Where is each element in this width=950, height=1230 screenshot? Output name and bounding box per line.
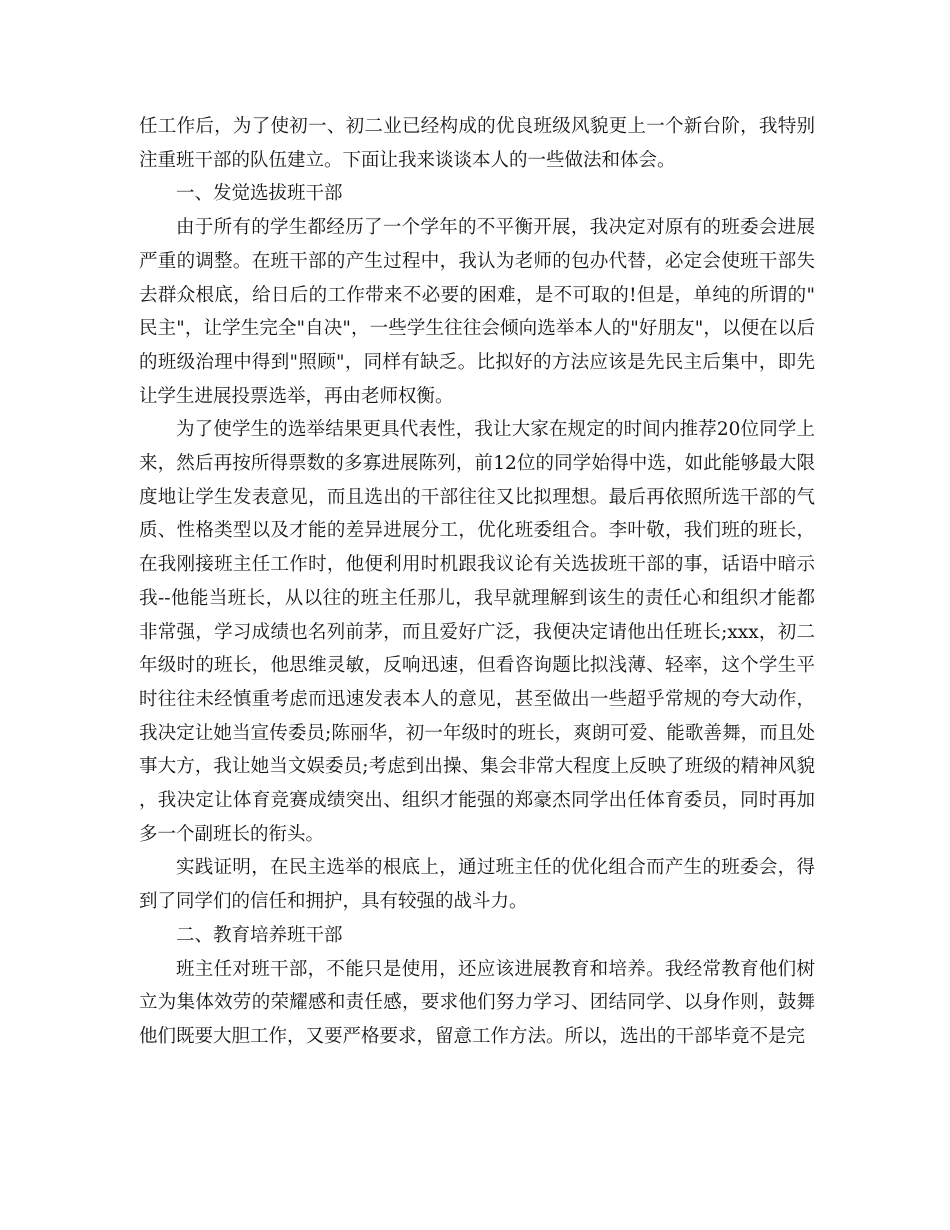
paragraph-intro: 任工作后，为了使初一、初二业已经构成的优良班级风貌更上一个新台阶，我特别注重班干部的队伍建立。下面让我来谈谈本人的一些做法和体会。	[139, 116, 815, 171]
paragraph-practice-proof: 实践证明，在民主选举的根底上，通过班主任的优化组合而产生的班委会，得到了同学们的信任和拥护，具有较强的战斗力。	[139, 857, 815, 913]
section-heading-2: 二、教育培养班干部	[176, 924, 343, 946]
document-body	[139, 110, 815, 1054]
section-heading-1: 一、发觉选拔班干部	[176, 183, 343, 205]
paragraph-election-details: 为了使学生的选举结果更具代表性，我让大家在规定的时间内推荐20位同学上来，然后再按所得票数的多寡进展陈列，前12位的同学始得中选，如此能够最大限度地让学生发表意见，而且选出的干部往往又比拟理想。最后再依照所选干部的气质、性格类型以及才能的差异进展分工，优化班委组合。李叶敬，我们班的班长，在我刚接班主任工作时，他便利用时机跟我议论有关选拔班干部的事，话语中暗示我--他能当班长，从以往的班主任那儿，我早就理解到该生的责任心和组织才能都非常强，学习成绩也名列前茅，而且爱好广泛，我便决定请他出任班长;xxx，初二年级时的班长，他思维灵敏，反响迅速，但看咨询题比拟浅薄、轻率，这个学生平时往往未经慎重考虑而迅速发表本人的意见，甚至做出一些超乎常规的夸大动作，我决定让她当宣传委员;陈丽华，初一年级时的班长，爽朗可爱、能歌善舞，而且处事大方，我让她当文娱委员;考虑到出操、集会非常大程度上反映了班级的精神风貌，我决定让体育竞赛成绩突出、组织才能强的郑豪杰同学出任体育委员，同时再加多一个副班长的衔头。	[139, 419, 815, 845]
paragraph-selection-method: 由于所有的学生都经历了一个学年的不平衡开展，我决定对原有的班委会进展严重的调整。在班干部的产生过程中，我认为老师的包办代替，必定会使班干部失去群众根底，给日后的工作带来不必要的困难，是不可取的!但是，单纯的所谓的"民主"，让学生完全"自决"，一些学生往往会倾向选举本人的"好朋友"，以便在以后的班级治理中得到"照顾"，同样有缺乏。比拟好的方法应该是先民主后集中，即先让学生进展投票选举，再由老师权衡。	[139, 217, 815, 407]
paragraph-training: 班主任对班干部，不能只是使用，还应该进展教育和培养。我经常教育他们树立为集体效劳的荣耀感和责任感，要求他们努力学习、团结同学、以身作则，鼓舞他们既要大胆工作，又要严格要求，留意工作方法。所以，选出的干部毕竟不是完	[139, 958, 815, 1047]
